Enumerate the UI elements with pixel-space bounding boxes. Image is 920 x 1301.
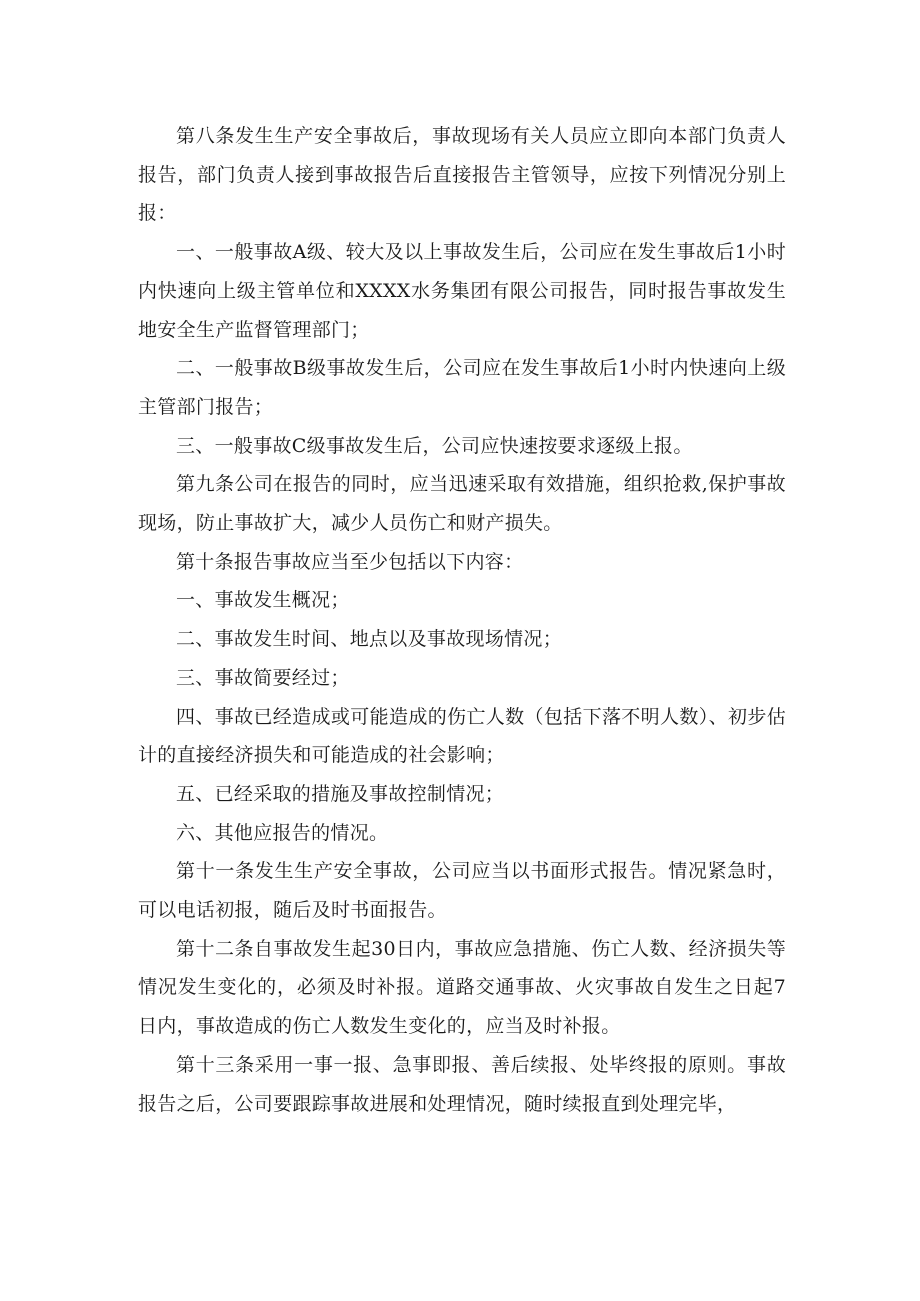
article-8-item-1: 一、一般事故A级、较大及以上事故发生后，公司应在发生事故后1小时内快速向上级主管单位和XXXX水务集团有限公司报告，同时报告事故发生地安全生产监督管理部门； — [138, 241, 786, 341]
article-10-item-2: 二、事故发生时间、地点以及事故现场情况； — [176, 628, 563, 651]
document-body — [138, 117, 786, 1123]
article-10-item-1: 一、事故发生概况； — [176, 589, 350, 612]
article-10-item-5: 五、已经采取的措施及事故控制情况； — [176, 782, 505, 805]
article-13-paragraph: 第十三条采用一事一报、急事即报、善后续报、处毕终报的原则。事故报告之后，公司要跟踪事故进展和处理情况，随时续报直到处理完毕， — [138, 1053, 786, 1115]
article-12-paragraph: 第十二条自事故发生起30日内，事故应急措施、伤亡人数、经济损失等情况发生变化的，必须及时补报。道路交通事故、火灾事故自发生之日起7日内，事故造成的伤亡人数发生变化的，应当及时补报。 — [138, 937, 786, 1038]
article-8-item-3: 三、一般事故C级事故发生后，公司应快速按要求逐级上报。 — [176, 434, 693, 457]
article-10-item-3: 三、事故简要经过； — [176, 666, 350, 689]
article-8-paragraph: 第八条发生生产安全事故后，事故现场有关人员应立即向本部门负责人报告，部门负责人接到事故报告后直接报告主管领导，应按下列情况分别上报： — [138, 125, 786, 225]
article-10-item-6: 六、其他应报告的情况。 — [176, 821, 389, 844]
article-10-paragraph: 第十条报告事故应当至少包括以下内容： — [176, 550, 524, 573]
article-10-item-4: 四、事故已经造成或可能造成的伤亡人数（包括下落不明人数）、初步估计的直接经济损失和可能造成的社会影响； — [138, 705, 786, 767]
article-9-paragraph: 第九条公司在报告的同时，应当迅速采取有效措施，组织抢救,保护事故现场，防止事故扩大，减少人员伤亡和财产损失。 — [138, 473, 786, 535]
article-11-paragraph: 第十一条发生生产安全事故，公司应当以书面形式报告。情况紧急时，可以电话初报，随后及时书面报告。 — [138, 860, 786, 922]
article-8-item-2: 二、一般事故B级事故发生后，公司应在发生事故后1小时内快速向上级主管部门报告； — [138, 357, 786, 418]
